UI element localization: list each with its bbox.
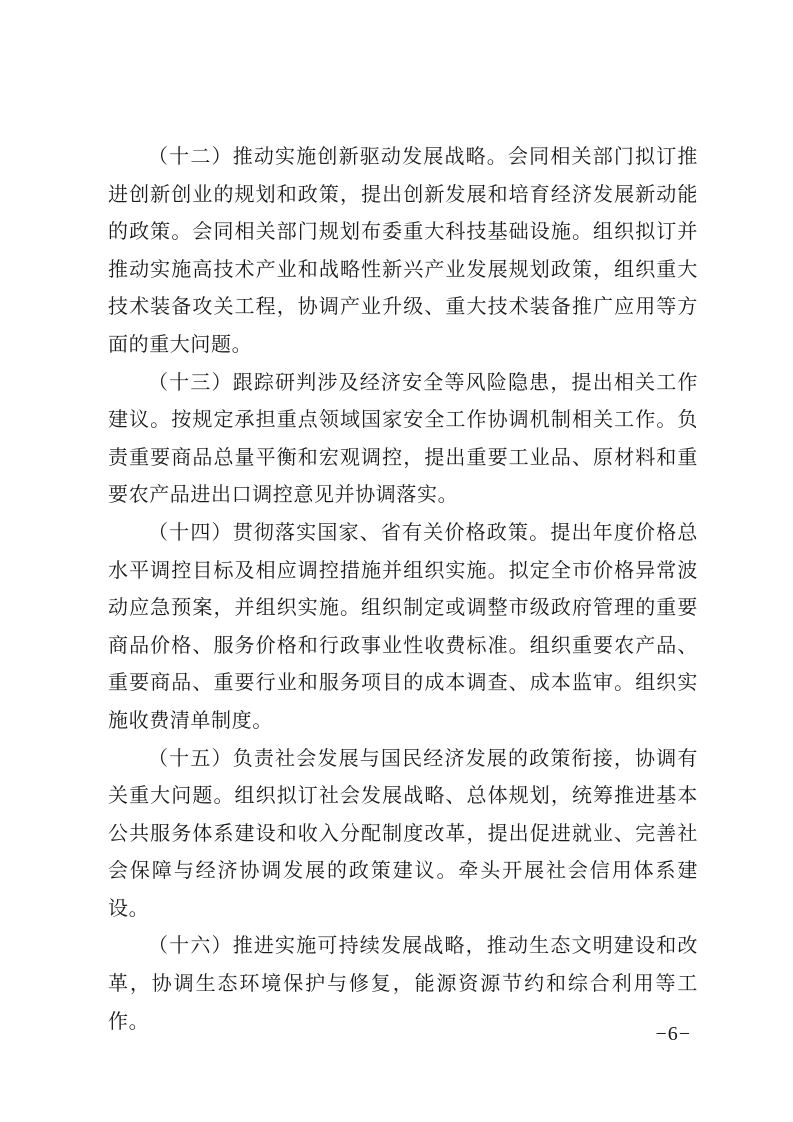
paragraph-15: （十五）负责社会发展与国民经济发展的政策衔接，协调有关重大问题。组织拟订社会发展战略、总体规划，统筹推进基本公共服务体系建设和收入分配制度改革，提出促进就业、完善社会保障与经济协调发展的政策建议。牵头开展社会信用体系建设。	[108, 745, 698, 920]
paragraph-13: （十三）跟踪研判涉及经济安全等风险隐患，提出相关工作建议。按规定承担重点领域国家安全工作协调机制相关工作。负责重要商品总量平衡和宏观调控，提出重要工业品、原材料和重要农产品进出口调控意见并协调落实。	[108, 369, 698, 507]
paragraph-14: （十四）贯彻落实国家、省有关价格政策。提出年度价格总水平调控目标及相应调控措施并组织实施。拟定全市价格异常波动应急预案，并组织实施。组织制定或调整市级政府管理的重要商品价格、服务价格和行政事业性收费标准。组织重要农产品、重要商品、重要行业和服务项目的成本调查、成本监审。组织实施收费清单制度。	[108, 519, 698, 732]
page-number: −6−	[655, 1023, 691, 1045]
document-body	[108, 138, 698, 1040]
paragraph-12: （十二）推动实施创新驱动发展战略。会同相关部门拟订推进创新创业的规划和政策，提出创新发展和培育经济发展新动能的政策。会同相关部门规划布委重大科技基础设施。组织拟订并推动实施高技术产业和战略性新兴产业发展规划政策，组织重大技术装备攻关工程，协调产业升级、重大技术装备推广应用等方面的重大问题。	[108, 144, 698, 356]
paragraph-16: （十六）推进实施可持续发展战略，推动生态文明建设和改革，协调生态环境保护与修复，能源资源节约和综合利用等工作。	[108, 933, 698, 1033]
